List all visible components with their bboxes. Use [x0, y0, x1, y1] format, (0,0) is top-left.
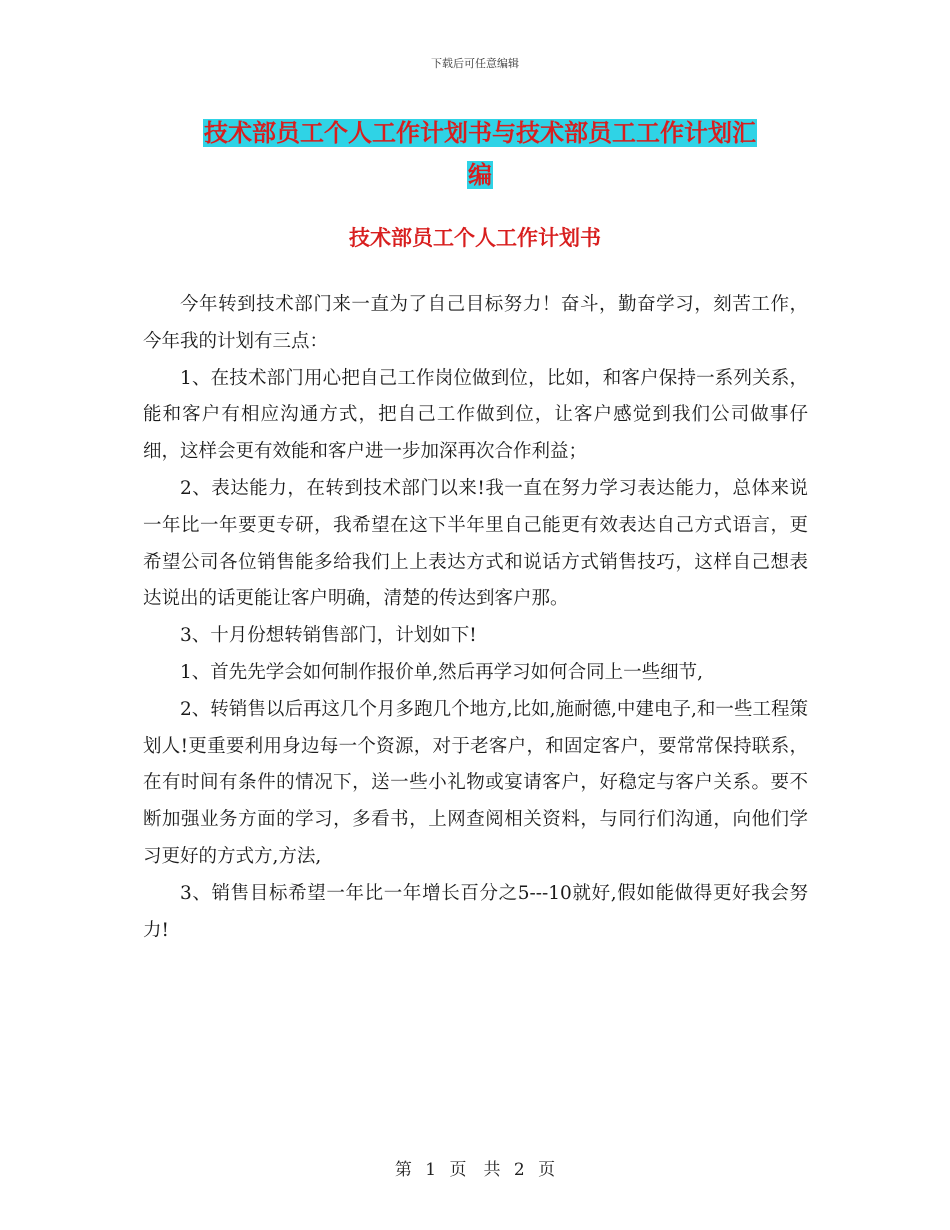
footer-suffix: 页 [538, 1160, 556, 1180]
paragraph-subpoint-1: 1、首先先学会如何制作报价单,然后再学习如何合同上一些细节, [180, 661, 704, 683]
paragraph-subpoint-2: 2、转销售以后再这几个月多跑几个地方,比如,施耐德,中建电子,和一些工程策划人!更重要利用身边每一个资源，对于老客户，和固定客户，要常常保持联系，在有时间有条件的情况下，送一些小礼物或宴请客户，好稳定与客户关系。要不断加强业务方面的学习，多看书，上网查阅相关资料，与同行们沟通，向他们学习更好的方式方,方法, [143, 698, 808, 867]
footer-prefix: 第 [394, 1160, 412, 1180]
paragraph-point-3: 3、十月份想转销售部门，计划如下! [180, 625, 477, 647]
paragraph-intro: 今年转到技术部门来一直为了自己目标努力！奋斗，勤奋学习，刻苦工作，今年我的计划有三点： [143, 294, 808, 352]
footer-middle: 页 共 [449, 1160, 501, 1180]
footer-page-number: 1 [425, 1160, 437, 1180]
paragraph-point-1: 1、在技术部门用心把自己工作岗位做到位，比如，和客户保持一系列关系，能和客户有相应沟通方式，把自己工作做到位，让客户感觉到我们公司做事仔细，这样会更有效能和客户进一步加深再次合作利益； [143, 367, 808, 463]
document-title-line-2: 编 [468, 161, 492, 189]
footer-total-pages: 2 [513, 1160, 525, 1180]
section-title: 技术部员工个人工作计划书 [349, 226, 601, 250]
document-title [140, 112, 820, 196]
body-text [143, 287, 808, 949]
document-title-line-1: 技术部员工个人工作计划书与技术部员工工作计划汇 [204, 119, 756, 147]
paragraph-point-2: 2、表达能力，在转到技术部门以来!我一直在努力学习表达能力，总体来说一年比一年要更专研，我希望在这下半年里自己能更有效表达自己方式语言，更希望公司各位销售能多给我们上上表达方式和说话方式销售技巧，这样自己想表达说出的话更能让客户明确，清楚的传达到客户那。 [143, 477, 808, 610]
page-footer [0, 1155, 950, 1180]
paragraph-subpoint-3: 3、销售目标希望一年比一年增长百分之5---10就好,假如能做得更好我会努力! [143, 882, 808, 941]
header-note: 下载后可任意编辑 [431, 57, 519, 70]
